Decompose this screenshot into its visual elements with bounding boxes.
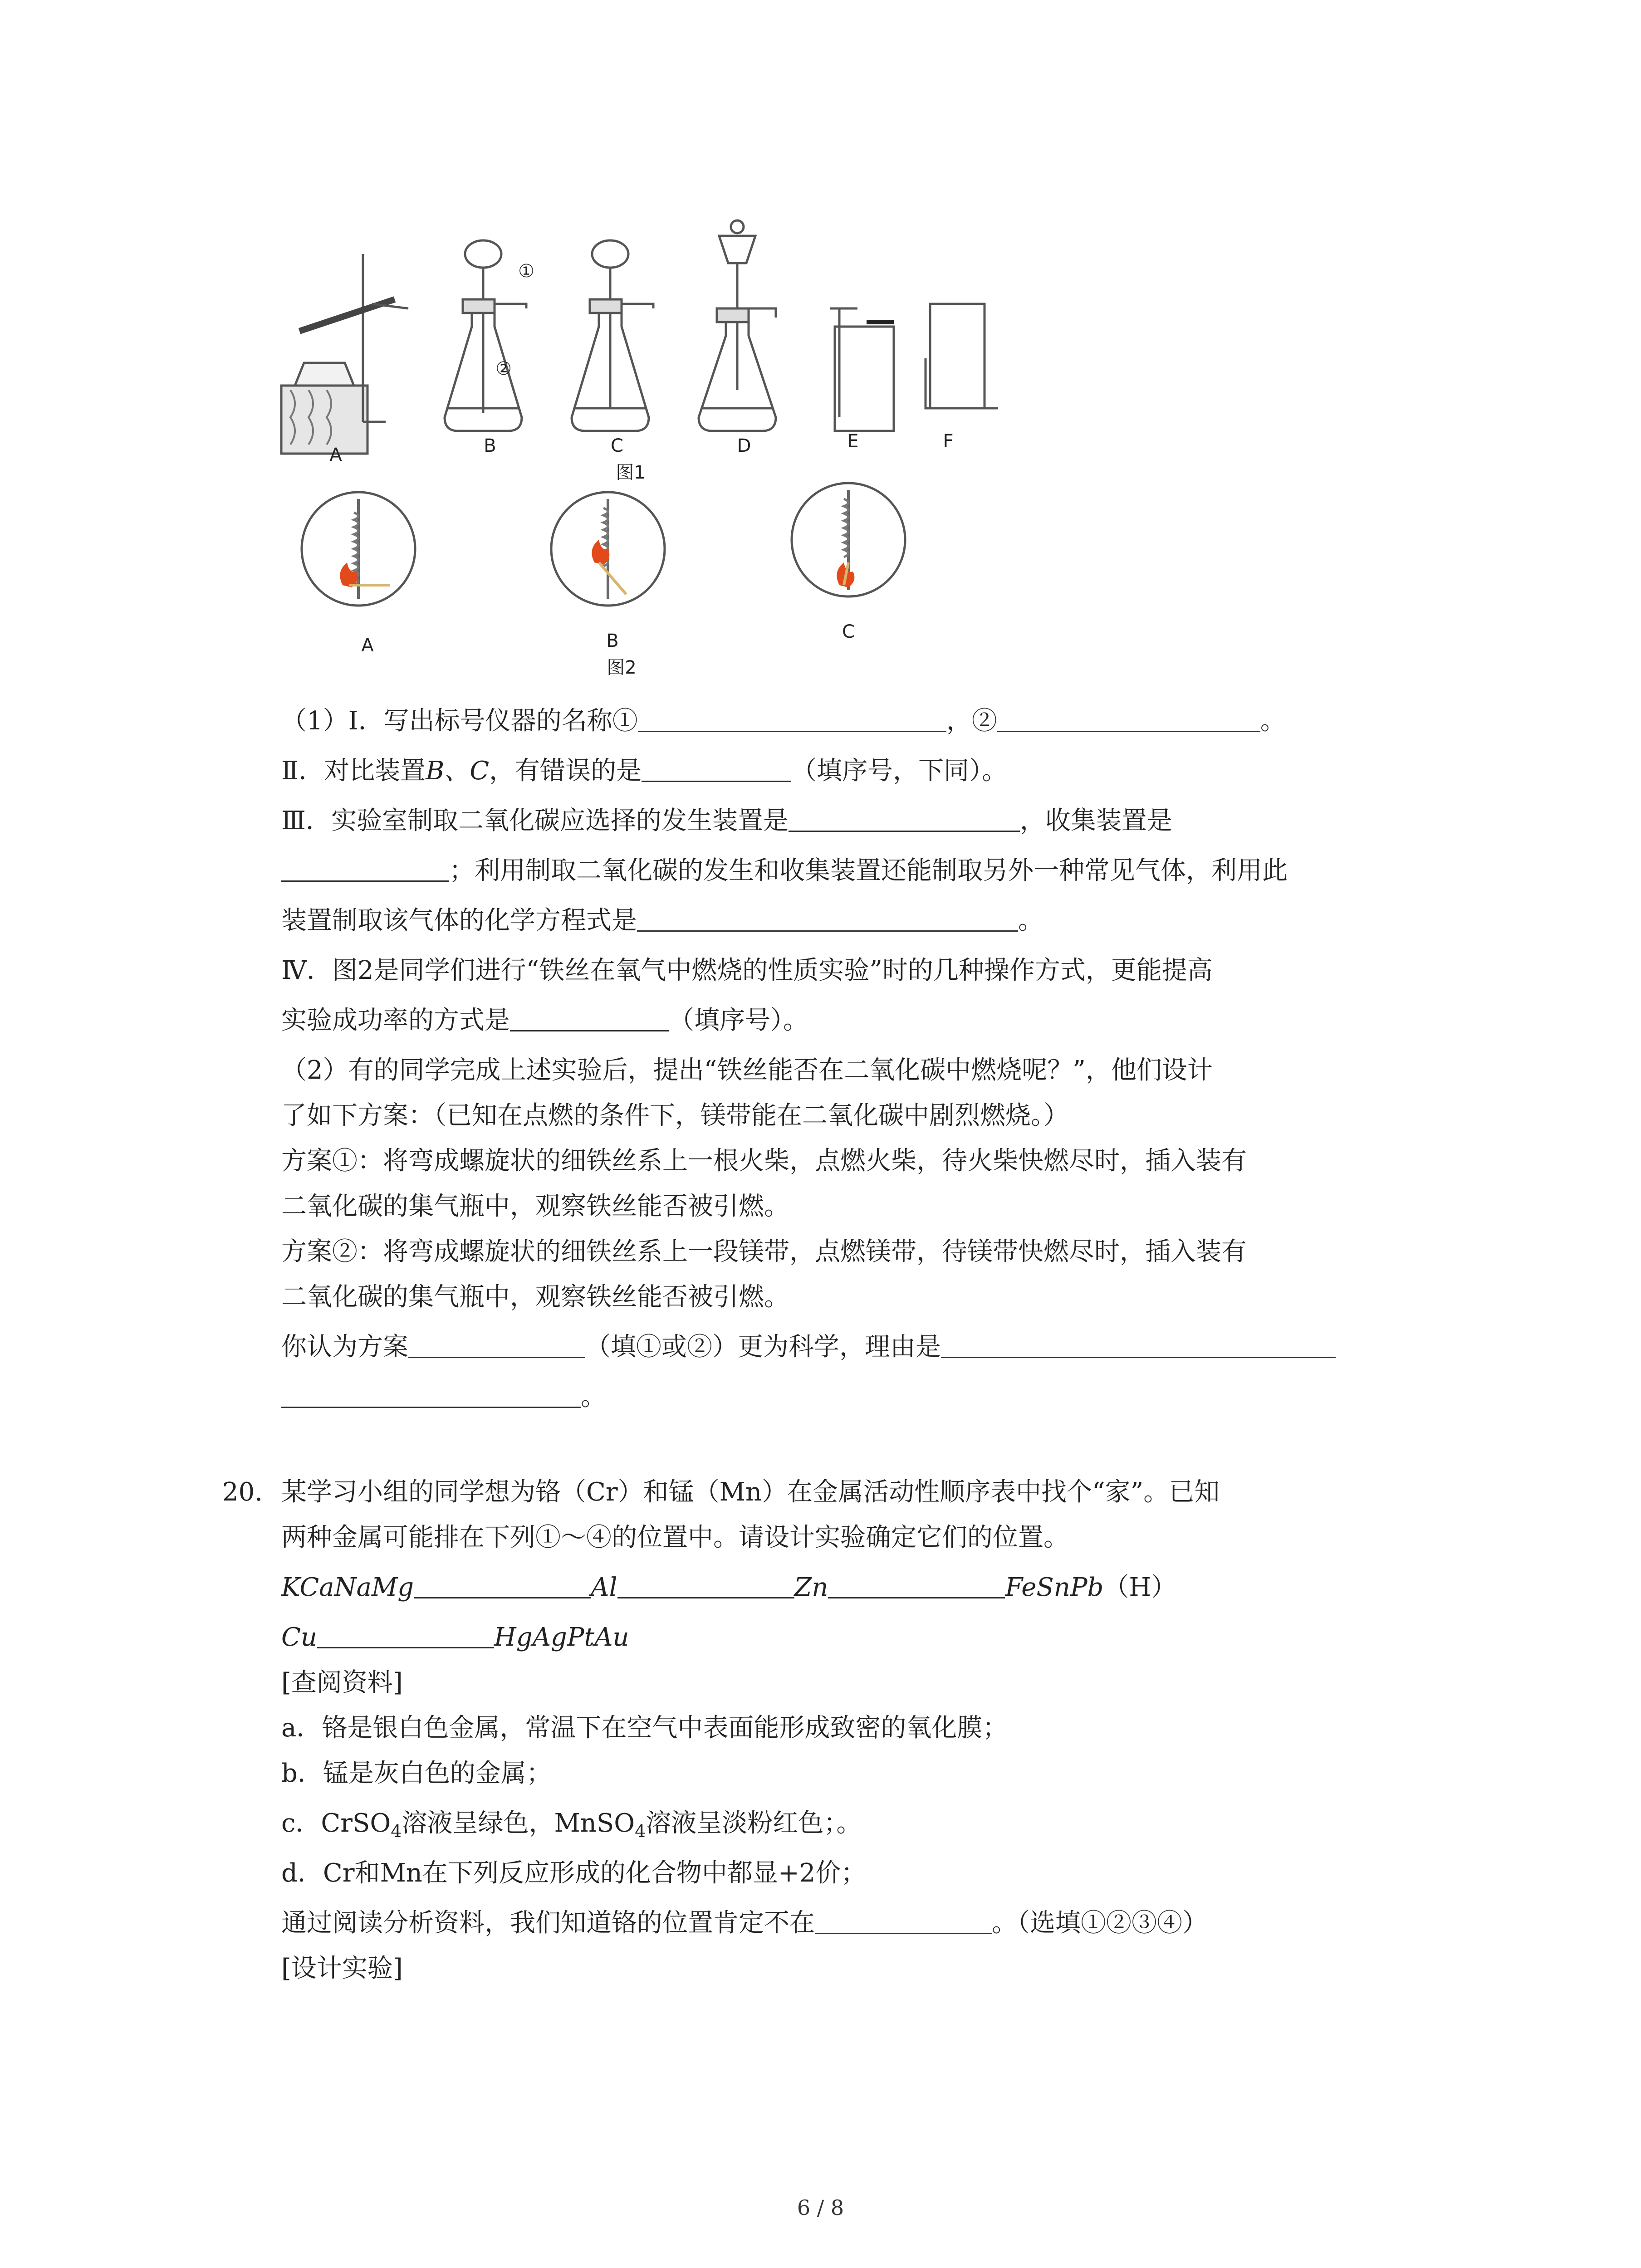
q20-analysis-line bbox=[281, 1901, 1208, 1946]
q19-part2-pre: Ⅱ．对比装置 bbox=[281, 756, 426, 786]
q20-ref-c-sub1: 4 bbox=[391, 1821, 402, 1842]
q20-activity-series-line1 bbox=[281, 1565, 1176, 1610]
answer-blank-instrument-1[interactable] bbox=[638, 704, 946, 732]
q19-plan2-line1: 方案②：将弯成螺旋状的细铁丝系上一段镁带，点燃镁带，待镁带快燃尽时，插入装有 bbox=[281, 1237, 1247, 1266]
combustion-a bbox=[302, 492, 415, 606]
figure1-callout-2: ② bbox=[495, 358, 512, 379]
q20-number: 20. bbox=[222, 1477, 263, 1507]
q19-conclusion-line1 bbox=[281, 1325, 1336, 1370]
figure1-apparatus bbox=[272, 218, 1043, 472]
q20-line2: 两种金属可能排在下列①～④的位置中。请设计实验确定它们的位置。 bbox=[281, 1523, 1069, 1552]
q19-part3-line3 bbox=[281, 898, 1043, 943]
apparatus-d bbox=[699, 220, 776, 431]
series-al: Al bbox=[591, 1573, 617, 1602]
q20-ref-d: d．Cr和Mn在下列反应形成的化合物中都显+2价； bbox=[281, 1858, 867, 1888]
q19-part3-line2 bbox=[281, 848, 1288, 894]
figure1-label-c: C bbox=[611, 435, 623, 456]
q19-concl-end: 。 bbox=[581, 1382, 606, 1412]
figure2-label-b: B bbox=[606, 631, 619, 651]
q19-part2-end: （填序号，下同）。 bbox=[791, 756, 1008, 786]
answer-blank-position-4[interactable] bbox=[317, 1620, 494, 1648]
q19-part1-prefix: （1）Ⅰ．写出标号仪器的名称① bbox=[281, 706, 638, 736]
series-hgagptau: HgAgPtAu bbox=[494, 1623, 629, 1652]
q20-ref-b: b．锰是灰白色的金属； bbox=[281, 1759, 552, 1788]
figure1-label-d: D bbox=[737, 435, 751, 456]
q19-part5-line1: （2）有的同学完成上述实验后，提出“铁丝能否在二氧化碳中燃烧呢？”，他们设计 bbox=[281, 1056, 1213, 1085]
q20-design-heading: [设计实验] bbox=[281, 1954, 403, 1983]
q19-part4-line1: Ⅳ．图2是同学们进行“铁丝在氧气中燃烧的性质实验”时的几种操作方式，更能提高 bbox=[281, 956, 1213, 985]
q19-conclusion-line2 bbox=[281, 1374, 606, 1420]
q19-part3-line2-text: ；利用制取二氧化碳的发生和收集装置还能制取另外一种常见气体，利用此 bbox=[449, 856, 1288, 885]
q19-part4-pre: 实验成功率的方式是 bbox=[281, 1006, 510, 1035]
series-fesnpb: FeSnPb bbox=[1005, 1573, 1104, 1602]
q20-activity-series-line2 bbox=[281, 1615, 629, 1660]
q19-plan1-line2: 二氧化碳的集气瓶中，观察铁丝能否被引燃。 bbox=[281, 1192, 789, 1221]
q19-part1-mid: ，② bbox=[946, 706, 997, 736]
q19-part4-line2 bbox=[281, 998, 808, 1043]
figure2-label-c: C bbox=[842, 621, 855, 642]
answer-blank-chromium-position[interactable] bbox=[815, 1906, 992, 1934]
figure2-combustion bbox=[299, 481, 980, 617]
answer-blank-equation[interactable] bbox=[637, 903, 1018, 932]
figure1-label-b: B bbox=[484, 435, 496, 456]
q19-plan1-line1: 方案①：将弯成螺旋状的细铁丝系上一根火柴，点燃火柴，待火柴快燃尽时，插入装有 bbox=[281, 1146, 1247, 1176]
answer-blank-method[interactable] bbox=[510, 1003, 669, 1031]
answer-blank-collector[interactable] bbox=[281, 853, 449, 882]
figure2-caption: 图2 bbox=[607, 657, 637, 678]
answer-blank-reason-cont[interactable] bbox=[281, 1379, 581, 1408]
answer-blank-instrument-2[interactable] bbox=[997, 704, 1260, 732]
answer-blank-generator[interactable] bbox=[789, 803, 1020, 832]
q19-part3-mid: ，收集装置是 bbox=[1020, 806, 1173, 836]
apparatus-c bbox=[572, 240, 653, 431]
q19-part3-line1 bbox=[281, 798, 1172, 844]
figure1-callout-1: ① bbox=[518, 261, 534, 282]
q19-part5-line2: 了如下方案：（已知在点燃的条件下，镁带能在二氧化碳中剧烈燃烧。） bbox=[281, 1101, 1069, 1130]
q19-part4-end: （填序号）。 bbox=[669, 1006, 808, 1035]
q19-part3-end: 。 bbox=[1018, 906, 1043, 935]
series-cu: Cu bbox=[281, 1623, 317, 1652]
q19-part3-line3-pre: 装置制取该气体的化学方程式是 bbox=[281, 906, 637, 935]
page-number: 6 / 8 bbox=[797, 2195, 844, 2220]
answer-blank-error-device[interactable] bbox=[642, 753, 791, 782]
figure2-label-a: A bbox=[361, 635, 374, 656]
q20-line1: 某学习小组的同学想为铬（Cr）和锰（Mn）在金属活动性顺序表中找个“家”。已知 bbox=[281, 1477, 1220, 1507]
series-h: （H） bbox=[1103, 1573, 1177, 1602]
q19-concl-pre: 你认为方案 bbox=[281, 1332, 408, 1362]
q19-part2-post: ，有错误的是 bbox=[489, 756, 642, 786]
q20-analysis-end: 。（选填①②③④） bbox=[992, 1908, 1208, 1938]
q20-ref-c bbox=[281, 1801, 862, 1854]
q20-ref-c-part2: 溶液呈绿色，MnSO bbox=[402, 1809, 635, 1838]
q20-analysis-pre: 通过阅读分析资料，我们知道铬的位置肯定不在 bbox=[281, 1908, 815, 1938]
answer-blank-position-2[interactable] bbox=[617, 1570, 794, 1598]
series-zn: Zn bbox=[794, 1573, 828, 1602]
q20-ref-heading: [查阅资料] bbox=[281, 1668, 403, 1697]
q19-part3-pre: Ⅲ．实验室制取二氧化碳应选择的发生装置是 bbox=[281, 806, 789, 836]
answer-blank-position-3[interactable] bbox=[828, 1570, 1005, 1598]
q20-ref-c-sub2: 4 bbox=[635, 1821, 646, 1842]
answer-blank-position-1[interactable] bbox=[414, 1570, 591, 1598]
apparatus-e bbox=[830, 308, 894, 431]
q20-ref-c-part3: 溶液呈淡粉红色；。 bbox=[646, 1809, 862, 1838]
figure1-label-e: E bbox=[847, 431, 859, 452]
q19-part1-line bbox=[281, 699, 1286, 744]
figure1-label-a: A bbox=[329, 445, 342, 465]
q19-concl-mid: （填①或②）更为科学，理由是 bbox=[585, 1332, 941, 1362]
q20-ref-a: a．铬是银白色金属，常温下在空气中表面能形成致密的氧化膜； bbox=[281, 1713, 1008, 1743]
series-kcanamg: KCaNaMg bbox=[281, 1573, 414, 1602]
answer-blank-reason[interactable] bbox=[941, 1330, 1336, 1358]
answer-blank-plan[interactable] bbox=[408, 1330, 585, 1358]
figure1-label-f: F bbox=[943, 431, 954, 452]
combustion-c bbox=[792, 483, 905, 596]
apparatus-a-heating bbox=[281, 254, 408, 454]
q19-part2-bc: B、C bbox=[426, 756, 490, 786]
q20-ref-c-part1: c．CrSO bbox=[281, 1809, 391, 1838]
combustion-b bbox=[551, 492, 665, 606]
figure1-caption: 图1 bbox=[616, 462, 646, 483]
apparatus-f bbox=[926, 304, 998, 408]
q19-part1-end: 。 bbox=[1260, 706, 1286, 736]
q19-part2-line bbox=[281, 748, 1007, 794]
q19-plan2-line2: 二氧化碳的集气瓶中，观察铁丝能否被引燃。 bbox=[281, 1282, 789, 1312]
